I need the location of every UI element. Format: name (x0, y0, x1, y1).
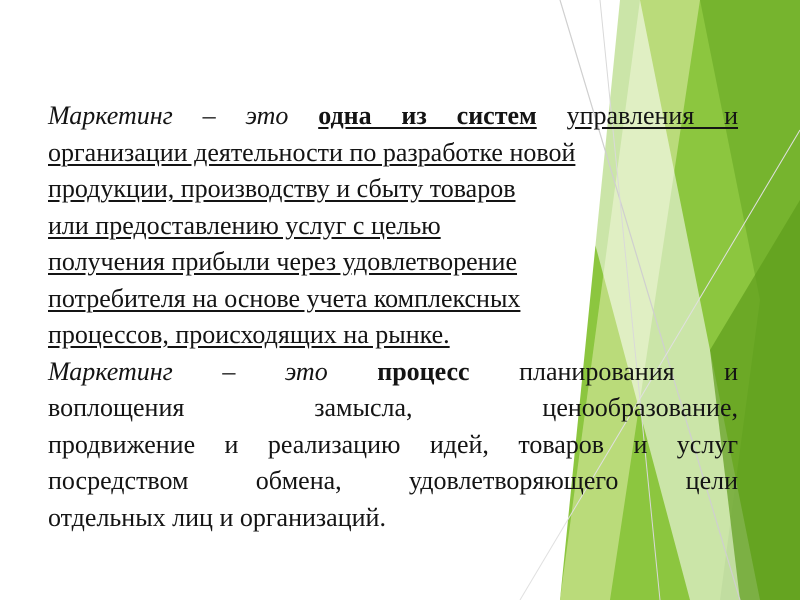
text-line (48, 427, 738, 464)
definition1-line: или предоставлению услуг с целью (48, 210, 441, 240)
definition1-line: процессов, происходящих на рынке. (48, 320, 450, 349)
definition2-line: продвижение и реализацию идей, товаров и услуг (48, 429, 738, 459)
definition2-line: воплощения замысла, ценообразование, (48, 393, 738, 422)
text-line (48, 244, 738, 281)
text-line (48, 281, 738, 318)
definition2-line: отдельных лиц и организаций. (48, 502, 386, 532)
definition1-line: продукции, производству и сбыту товаров (48, 174, 516, 203)
text-line (48, 463, 738, 500)
definition1-key-phrase: одна из систем (318, 101, 537, 130)
text-line (48, 171, 738, 208)
text-line (48, 98, 738, 135)
text-line (48, 135, 738, 172)
definition1-line: организации деятельности по разработке новой (48, 137, 576, 167)
text-line (48, 390, 738, 427)
text-line (48, 354, 738, 391)
text-line (48, 317, 738, 354)
definition1-line: получения прибыли через удовлетворение (48, 247, 518, 276)
text-line (48, 500, 738, 537)
definition1-line: потребителя на основе учета комплексных (48, 283, 521, 313)
definition2-line: планирования и (519, 356, 739, 386)
definition1-line: управления и (566, 101, 739, 130)
slide-text (48, 98, 738, 536)
definition2-key-phrase: процесс (377, 356, 470, 386)
text-line (48, 208, 738, 245)
definition2-line: посредством обмена, удовлетворяющего цели (48, 466, 738, 495)
definition2-term: Маркетинг – это (48, 356, 328, 386)
definition1-term: Маркетинг – это (48, 101, 289, 130)
